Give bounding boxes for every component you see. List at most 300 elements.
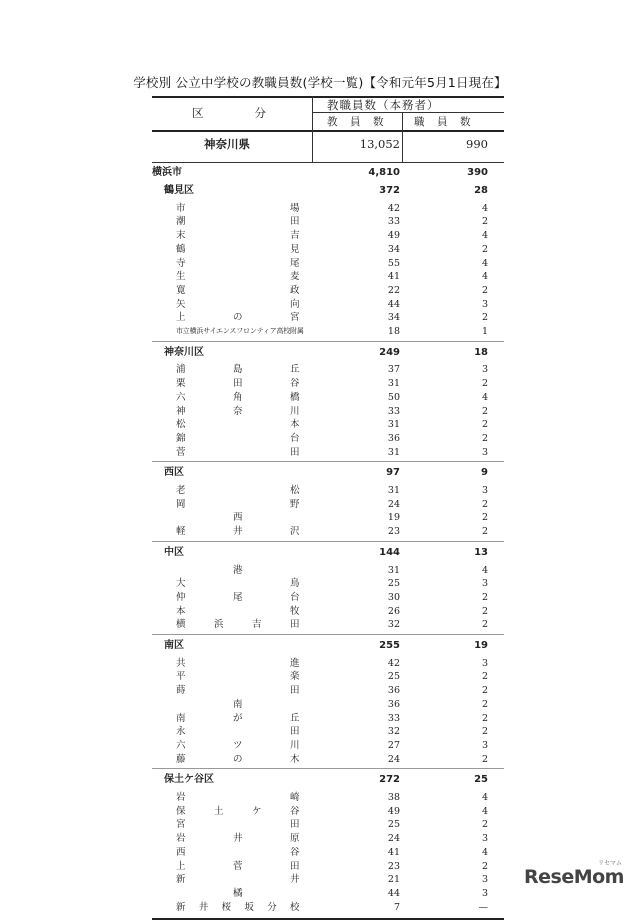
school-staff: 3	[481, 364, 488, 376]
school-name-char: 宮	[176, 819, 186, 831]
header-bottom-rule	[152, 130, 504, 132]
school-staff: 3	[481, 446, 488, 458]
school-row	[152, 577, 504, 590]
school-name-char: 生	[176, 271, 186, 283]
school-row	[152, 215, 504, 228]
school-row	[152, 605, 504, 618]
school-staff: 3	[481, 739, 488, 751]
school-row	[152, 791, 504, 804]
school-staff: 4	[481, 391, 488, 403]
ward-teachers: 272	[379, 774, 400, 786]
school-teachers: 19	[387, 512, 400, 524]
header-teachers: 教 員 数	[327, 116, 385, 128]
school-staff: 2	[481, 726, 488, 738]
school-staff: 4	[481, 792, 488, 803]
ward-separator	[152, 634, 504, 635]
school-name-char: 吉	[290, 230, 300, 242]
school-name-char: 橘	[233, 887, 243, 899]
school-name	[176, 739, 300, 752]
school-row	[152, 270, 504, 283]
school-row	[152, 618, 504, 631]
school-name-char: 寛	[176, 284, 186, 296]
ward-row	[152, 466, 504, 479]
school-name	[176, 229, 300, 242]
school-name-char: 六	[176, 739, 186, 751]
school-name-char	[176, 698, 186, 711]
school-name-char: 分	[267, 901, 277, 913]
school-name	[176, 270, 300, 283]
school-name-char: 神	[176, 405, 186, 417]
school-teachers: 31	[387, 419, 400, 431]
ward-staff: 28	[474, 185, 488, 196]
school-name-char: 牧	[290, 605, 300, 617]
school-teachers: 42	[387, 657, 400, 669]
school-staff: 4	[481, 202, 488, 214]
school-name-char: 角	[233, 391, 243, 403]
school-teachers: 36	[387, 685, 400, 697]
school-staff: 2	[481, 243, 488, 255]
school-row	[152, 298, 504, 311]
school-name	[176, 618, 300, 631]
school-name	[176, 432, 300, 445]
school-name	[176, 363, 300, 376]
school-name-char: 田	[290, 860, 300, 872]
school-name-char: 老	[176, 485, 186, 496]
school-teachers: 41	[387, 846, 400, 858]
ward-separator	[152, 341, 504, 342]
school-name-char: 丘	[290, 364, 300, 376]
school-name-char: 田	[290, 685, 300, 697]
ward-teachers: 97	[386, 467, 400, 479]
school-name	[176, 791, 300, 804]
school-name	[176, 698, 300, 711]
school-teachers: 33	[387, 405, 400, 417]
school-name-char	[290, 698, 300, 711]
school-name	[176, 860, 300, 873]
school-row	[152, 860, 504, 873]
school-teachers: 32	[387, 726, 400, 738]
school-name-char: 谷	[290, 378, 300, 390]
school-row	[152, 670, 504, 683]
school-teachers: 30	[387, 591, 400, 603]
school-teachers: 24	[387, 753, 400, 765]
school-name-char: 新	[176, 901, 186, 913]
ward-name: 保土ケ谷区	[164, 774, 214, 786]
school-name-char: 松	[290, 485, 300, 496]
school-staff: —	[478, 901, 488, 913]
school-name-char: 井	[233, 833, 243, 845]
school-row	[152, 484, 504, 497]
school-name-char: の	[233, 312, 243, 324]
school-teachers: 34	[387, 312, 400, 324]
school-name-char: 坂	[244, 901, 254, 913]
ward-name: 西区	[164, 467, 184, 479]
ward-staff: 25	[474, 774, 488, 786]
school-name-char: 楽	[290, 671, 300, 683]
city-name: 横浜市	[152, 167, 182, 178]
prefecture-staff: 990	[466, 137, 488, 151]
school-name-char: 市	[176, 202, 186, 214]
school-name	[176, 498, 300, 511]
city-teachers: 4,810	[368, 167, 400, 178]
city-staff: 390	[467, 167, 488, 178]
school-row	[152, 446, 504, 459]
school-name-char: 井	[198, 901, 209, 913]
school-name-char: 浜	[214, 619, 224, 631]
school-row	[152, 725, 504, 738]
school-row	[152, 753, 504, 766]
school-name-char: 校	[289, 901, 300, 913]
school-teachers: 31	[387, 564, 400, 576]
school-name	[176, 887, 300, 900]
school-staff: 2	[481, 432, 488, 444]
school-name-char: 崎	[290, 792, 300, 803]
school-name-char: 菅	[233, 860, 243, 872]
school-name-char: 田	[233, 378, 243, 390]
school-name	[176, 670, 300, 683]
school-name-char	[290, 887, 300, 900]
school-row	[152, 202, 504, 215]
ward-name: 中区	[164, 546, 184, 558]
school-teachers: 31	[387, 485, 400, 496]
school-name-char: 橋	[290, 391, 300, 403]
school-teachers: 21	[387, 874, 400, 886]
school-staff: 4	[481, 257, 488, 269]
school-name-char: 場	[290, 202, 300, 214]
school-row	[152, 805, 504, 818]
school-staff: 3	[481, 874, 488, 886]
school-staff: 2	[481, 685, 488, 697]
school-staff: 2	[481, 605, 488, 617]
school-staff: 2	[481, 526, 488, 538]
school-row	[152, 873, 504, 886]
school-teachers: 50	[387, 391, 400, 403]
ward-staff: 18	[474, 346, 488, 358]
ward-row	[152, 184, 504, 197]
school-name-char: 宮	[290, 312, 300, 324]
school-name	[176, 511, 300, 524]
school-name-char: 新	[176, 874, 186, 886]
school-staff: 2	[481, 671, 488, 683]
school-name	[176, 284, 300, 297]
school-name	[176, 725, 300, 738]
school-name-char: 仲	[176, 591, 186, 603]
school-name	[176, 243, 300, 256]
school-name	[176, 215, 300, 228]
school-staff: 1	[481, 326, 488, 337]
school-name	[176, 257, 300, 270]
school-staff: 2	[481, 753, 488, 765]
school-name-char: 寺	[176, 257, 186, 269]
school-name-char: 尾	[233, 591, 243, 603]
document-title: 学校別 公立中学校の教職員数(学校一覧)【令和元年5月1日現在】	[133, 75, 507, 90]
ward-separator	[152, 541, 504, 542]
school-teachers: 25	[387, 578, 400, 590]
school-name-char: 土	[214, 805, 224, 817]
pref-bottom-rule	[152, 162, 504, 163]
school-name-char	[176, 564, 186, 577]
school-row	[152, 325, 504, 338]
school-teachers: 32	[387, 619, 400, 631]
school-name-char: 桜	[221, 901, 232, 913]
school-row	[152, 311, 504, 324]
school-name-char	[176, 511, 186, 524]
school-teachers: 27	[387, 739, 400, 751]
school-row	[152, 257, 504, 270]
school-staff: 2	[481, 512, 488, 524]
school-name-char: 田	[290, 619, 300, 631]
school-name-char: 島	[233, 364, 243, 376]
school-name-char	[290, 564, 300, 577]
school-name-char: ツ	[233, 739, 243, 751]
school-name	[176, 805, 300, 818]
school-row	[152, 698, 504, 711]
school-name-char: 台	[290, 591, 300, 603]
school-name-char: 田	[290, 819, 300, 831]
school-name-char: 六	[176, 391, 186, 403]
school-name	[176, 418, 300, 431]
school-staff: 2	[481, 498, 488, 510]
school-row	[152, 564, 504, 577]
school-name-char: 川	[290, 405, 300, 417]
ward-name: 南区	[164, 640, 184, 651]
school-name-char: 井	[290, 874, 300, 886]
school-staff: 2	[481, 619, 488, 631]
school-teachers: 36	[387, 698, 400, 710]
school-name	[176, 298, 300, 311]
header-division: 区 分	[192, 106, 267, 120]
header-divider-mid	[402, 112, 403, 130]
school-name-char: 本	[290, 419, 300, 431]
school-teachers: 24	[387, 833, 400, 845]
header-divider-left	[312, 96, 313, 130]
city-row	[152, 166, 504, 179]
school-staff: 4	[481, 564, 488, 576]
school-name-char: 上	[176, 860, 186, 872]
school-teachers: 18	[387, 326, 400, 337]
school-name	[176, 591, 300, 604]
school-teachers: 49	[387, 230, 400, 242]
school-teachers: 49	[387, 805, 400, 817]
ward-name: 神奈川区	[164, 346, 204, 358]
school-teachers: 25	[387, 671, 400, 683]
school-name	[176, 311, 300, 324]
school-name-char: 鶴	[176, 243, 186, 255]
ward-staff: 19	[474, 640, 488, 651]
school-name-char: 永	[176, 726, 186, 738]
school-staff: 3	[481, 485, 488, 496]
school-row	[152, 832, 504, 845]
school-name	[176, 712, 300, 725]
school-teachers: 34	[387, 243, 400, 255]
school-staff: 4	[481, 271, 488, 283]
school-name-char: 保	[176, 805, 186, 817]
prefecture-name: 神奈川県	[204, 137, 250, 151]
ward-teachers: 372	[379, 185, 400, 196]
school-row	[152, 363, 504, 376]
school-staff: 4	[481, 230, 488, 242]
school-name	[176, 684, 300, 697]
school-name-char: 平	[176, 671, 186, 683]
school-row	[152, 243, 504, 256]
school-staff: 2	[481, 378, 488, 390]
school-staff: 2	[481, 860, 488, 872]
ward-row	[152, 546, 504, 559]
school-name	[176, 564, 300, 577]
school-name	[176, 202, 300, 215]
school-name	[176, 377, 300, 390]
school-name-char: 原	[290, 833, 300, 845]
school-row	[152, 229, 504, 242]
school-row	[152, 284, 504, 297]
school-row	[152, 591, 504, 604]
school-teachers: 22	[387, 284, 400, 296]
school-name-char: 尾	[290, 257, 300, 269]
school-name-char: 西	[233, 512, 243, 524]
school-staff: 3	[481, 657, 488, 669]
school-name-char: 谷	[290, 846, 300, 858]
school-name-char: 松	[176, 419, 186, 431]
school-name	[176, 446, 300, 459]
ward-row	[152, 346, 504, 359]
ward-teachers: 249	[379, 346, 400, 358]
school-name-char: 奈	[233, 405, 243, 417]
school-row	[152, 818, 504, 831]
ward-teachers: 144	[379, 546, 400, 558]
school-name-char: 南	[176, 712, 186, 724]
prefecture-teachers: 13,052	[359, 137, 400, 151]
school-staff: 3	[481, 298, 488, 310]
header-staff: 職 員 数	[414, 116, 472, 128]
school-name-char: 田	[290, 216, 300, 228]
school-name-char: 蒔	[176, 685, 186, 697]
school-name-char: 横	[176, 619, 186, 631]
school-name-char: 政	[290, 284, 300, 296]
school-name	[176, 818, 300, 831]
school-name	[176, 832, 300, 845]
ward-teachers: 255	[379, 640, 400, 651]
school-name-char	[176, 887, 186, 900]
school-row	[152, 712, 504, 725]
school-name-char: 港	[233, 564, 243, 576]
school-row	[152, 391, 504, 404]
school-name-char: が	[233, 712, 243, 724]
school-name-char: 丘	[290, 712, 300, 724]
school-name-char: 沢	[290, 526, 300, 538]
school-teachers: 25	[387, 819, 400, 831]
school-teachers: 31	[387, 378, 400, 390]
school-name-char: 栗	[176, 378, 186, 390]
school-name-char: 上	[176, 312, 186, 324]
school-name-char: 大	[176, 578, 186, 590]
school-name-char: 野	[290, 498, 300, 510]
school-teachers: 44	[387, 887, 400, 899]
school-name-char: 藤	[176, 753, 186, 765]
school-name	[176, 605, 300, 618]
ward-row	[152, 773, 504, 786]
school-name	[176, 846, 300, 859]
school-staff: 2	[481, 312, 488, 324]
school-name-char: 西	[176, 846, 186, 858]
school-teachers: 31	[387, 446, 400, 458]
school-staff: 2	[481, 405, 488, 417]
school-teachers: 36	[387, 432, 400, 444]
school-teachers: 42	[387, 202, 400, 214]
school-name-char: 菅	[176, 446, 186, 458]
school-name-char	[290, 511, 300, 524]
school-name-char: 本	[176, 605, 186, 617]
resemom-logo-kana: リセマム	[598, 860, 622, 867]
school-row	[152, 739, 504, 752]
school-name: 市立横浜サイエンスフロンティア高校附属	[176, 327, 304, 335]
school-row	[152, 657, 504, 670]
ward-separator	[152, 461, 504, 462]
school-teachers: 38	[387, 792, 400, 803]
school-name-char: 岩	[176, 792, 186, 803]
school-name	[176, 391, 300, 404]
school-name-char: 鳥	[290, 578, 300, 590]
school-name	[176, 873, 300, 886]
school-staff: 2	[481, 819, 488, 831]
school-name	[176, 484, 300, 497]
school-name-char: 浦	[176, 364, 186, 376]
school-staff: 2	[481, 591, 488, 603]
school-name	[176, 405, 300, 418]
header-sub-rule	[312, 112, 504, 113]
school-row	[152, 377, 504, 390]
school-name-char: 末	[176, 230, 186, 242]
school-staff: 2	[481, 216, 488, 228]
ward-name: 鶴見区	[164, 185, 194, 196]
ward-staff: 13	[474, 546, 488, 558]
ward-separator	[152, 768, 504, 769]
prefecture-row	[152, 138, 504, 151]
school-staff: 3	[481, 833, 488, 845]
school-teachers: 7	[393, 901, 400, 913]
school-name-char: 見	[290, 243, 300, 255]
school-name-char: 南	[233, 698, 243, 710]
school-name-char: 潮	[176, 216, 186, 228]
school-row	[152, 418, 504, 431]
school-name-char: 川	[290, 739, 300, 751]
school-name-char: 向	[290, 298, 300, 310]
school-name-char: 田	[290, 726, 300, 738]
school-row	[152, 525, 504, 538]
school-row	[152, 887, 504, 900]
school-staff: 4	[481, 805, 488, 817]
school-name-char: 岩	[176, 833, 186, 845]
school-teachers: 33	[387, 712, 400, 724]
school-name-char: 軽	[176, 526, 186, 538]
school-staff: 3	[481, 887, 488, 899]
school-name-char: 井	[233, 526, 243, 538]
ward-row	[152, 639, 504, 652]
school-name	[176, 657, 300, 670]
school-name-char: の	[233, 753, 243, 765]
school-name	[176, 577, 300, 590]
school-row	[152, 405, 504, 418]
school-row	[152, 432, 504, 445]
school-row	[152, 846, 504, 859]
school-name-char: 共	[176, 657, 186, 669]
school-row	[152, 511, 504, 524]
resemom-logo: ReseMom	[524, 866, 624, 888]
school-name-char: ケ	[252, 805, 262, 817]
school-name-char: 木	[290, 753, 300, 765]
school-teachers: 23	[387, 860, 400, 872]
school-name-char: 台	[290, 432, 300, 444]
school-teachers: 55	[387, 257, 400, 269]
